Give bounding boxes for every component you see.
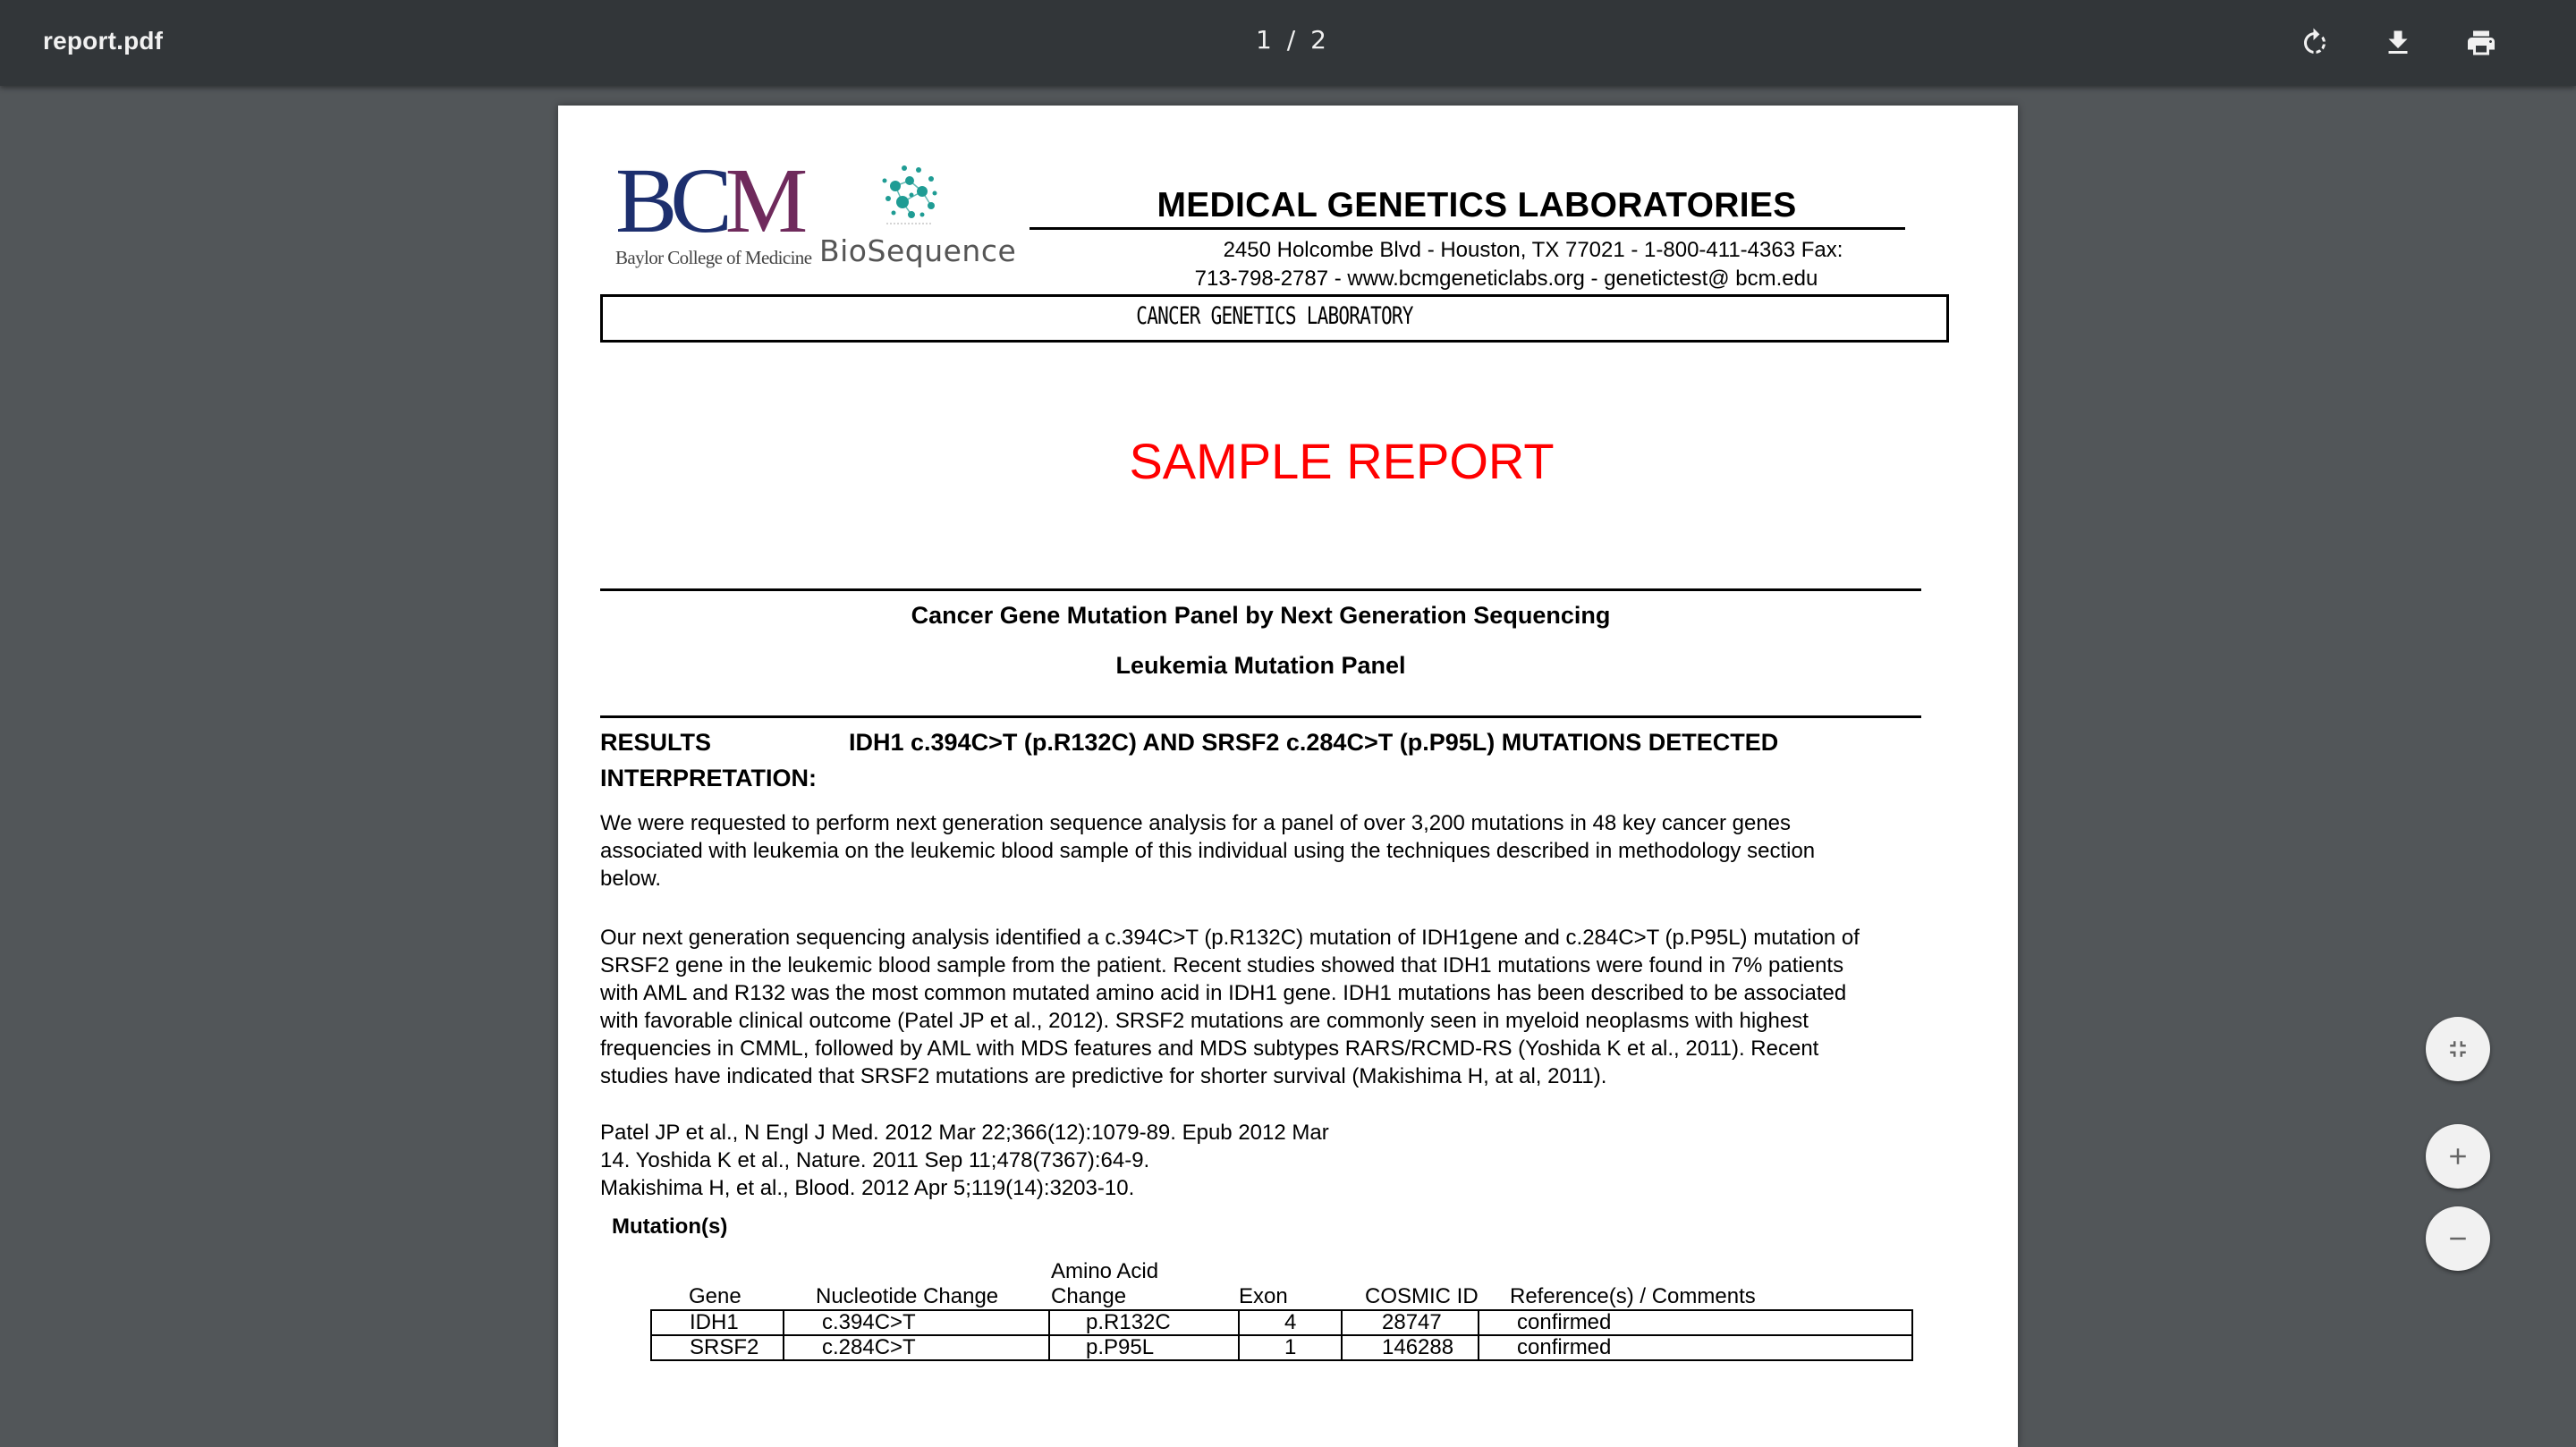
sample-report-heading: SAMPLE REPORT [1129, 433, 1555, 489]
reference-line: Patel JP et al., N Engl J Med. 2012 Mar 22;366(12):1079-89. Epub 2012 Mar [600, 1121, 1329, 1145]
mutation-table [650, 1259, 1913, 1361]
text-line: Our next generation sequencing analysis identified a c.394C>T (p.R132C) mutation of IDH1gene and c.284C>T (p.P95L) mutation of [600, 926, 1860, 950]
page-separator: / [1286, 25, 1296, 55]
text-line: with AML and R132 was the most common mutated amino acid in IDH1 gene. IDH1 mutations has been described to be associated [600, 981, 1847, 1005]
text-line: SRSF2 gene in the leukemic blood sample from the patient. Recent studies showed that IDH1 mutations were found in 7% patients [600, 953, 1844, 977]
zoom-in-button[interactable] [2426, 1124, 2490, 1189]
header-cosmic-id: COSMIC ID [1365, 1284, 1479, 1308]
text-line: below. [600, 867, 662, 891]
cell-cosmic-id: 28747 [1342, 1310, 1479, 1335]
section-divider-bottom [600, 715, 1921, 718]
cell-amino-acid-change: p.P95L [1049, 1335, 1239, 1360]
reference-line: Makishima H, et al., Blood. 2012 Apr 5;119(14):3203-10. [600, 1176, 1135, 1200]
table-row [651, 1335, 1912, 1360]
document-title: report.pdf [43, 27, 164, 55]
cell-comment: confirmed [1479, 1335, 1912, 1360]
bcm-logo-letters-bc: BC [615, 149, 725, 252]
panel-title: Cancer Gene Mutation Panel by Next Generation Sequencing [911, 602, 1611, 629]
header-references-comments: Reference(s) / Comments [1510, 1284, 1756, 1308]
address-line-1: 2450 Holcombe Blvd - Houston, TX 77021 - 1-800-411-4363 Fax: [1223, 238, 1843, 262]
header-amino-acid-change: Amino Acid Change [1051, 1259, 1159, 1308]
zoom-out-icon [2445, 1225, 2471, 1252]
lab-name: CANCER GENETICS LABORATORY [1136, 302, 1413, 330]
download-button[interactable] [2377, 21, 2419, 64]
header-gene: Gene [689, 1284, 741, 1308]
biosequence-name: BioSequence [819, 233, 1017, 268]
page-counter [1256, 25, 1326, 55]
fit-to-page-button[interactable] [2426, 1017, 2490, 1081]
cell-gene: SRSF2 [651, 1335, 784, 1360]
section-divider-top [600, 588, 1921, 591]
results-value: IDH1 c.394C>T (p.R132C) AND SRSF2 c.284C>T (p.P95L) MUTATIONS DETECTED [849, 729, 1779, 756]
header-exon: Exon [1239, 1284, 1288, 1308]
cell-exon: 4 [1239, 1310, 1342, 1335]
interpretation-paragraph-1 [600, 809, 1870, 893]
pdf-toolbar [0, 0, 2576, 86]
text-line: associated with leukemia on the leukemic blood sample of this individual using the techniques described in methodology section [600, 839, 1816, 863]
lab-address [1059, 236, 1953, 293]
cell-comment: confirmed [1479, 1310, 1912, 1335]
bcm-logo-subtitle: Baylor College of Medicine [615, 247, 812, 268]
interpretation-label: INTERPRETATION: [600, 765, 817, 791]
print-button[interactable] [2460, 21, 2503, 64]
address-line-2: 713-798-2787 - www.bcmgeneticlabs.org - genetictest@ bcm.edu [1194, 267, 1818, 291]
cell-nucleotide-change: c.284C>T [784, 1335, 1049, 1360]
table-header-row [651, 1259, 1912, 1310]
zoom-in-icon [2445, 1143, 2471, 1170]
current-page[interactable]: 1 [1256, 25, 1272, 55]
fit-to-page-icon [2445, 1036, 2471, 1062]
zoom-out-button[interactable] [2426, 1206, 2490, 1271]
text-line: frequencies in CMML, followed by AML with MDS features and MDS subtypes RARS/RCMD-RS (Yoshida K et al., 2011). Recent [600, 1037, 1819, 1061]
reference-line: 14. Yoshida K et al., Nature. 2011 Sep 11;478(7367):64-9. [600, 1148, 1150, 1172]
cell-exon: 1 [1239, 1335, 1342, 1360]
header-divider [1030, 227, 1905, 230]
download-icon [2382, 27, 2414, 59]
cell-amino-acid-change: p.R132C [1049, 1310, 1239, 1335]
mutations-label: Mutation(s) [612, 1214, 728, 1239]
text-line: with favorable clinical outcome (Patel JP et al., 2012). SRSF2 mutations are commonly seen in myeloid neoplasms with highest [600, 1009, 1809, 1033]
biosequence-logo [819, 159, 1017, 268]
table-row [651, 1310, 1912, 1335]
cell-nucleotide-change: c.394C>T [784, 1310, 1049, 1335]
panel-subtitle: Leukemia Mutation Panel [1115, 652, 1406, 679]
print-icon [2465, 27, 2497, 59]
molecule-icon [869, 159, 949, 227]
lab-title: MEDICAL GENETICS LABORATORIES [1157, 186, 1797, 224]
rotate-icon [2299, 27, 2331, 59]
text-line: studies have indicated that SRSF2 mutations are predictive for shorter survival (Makishima H, at al, 2011). [600, 1064, 1607, 1088]
cell-gene: IDH1 [651, 1310, 784, 1335]
rotate-button[interactable] [2293, 21, 2336, 64]
bcm-logo [615, 149, 812, 268]
total-pages: 2 [1310, 25, 1326, 55]
results-label: RESULTS [600, 729, 712, 756]
header-nucleotide-change: Nucleotide Change [816, 1284, 999, 1308]
text-line: We were requested to perform next generation sequence analysis for a panel of over 3,200 mutations in 48 key cancer genes [600, 811, 1792, 835]
bcm-logo-letter-m: M [724, 149, 801, 252]
lab-name-box [600, 294, 1949, 343]
pdf-page [558, 106, 2018, 1447]
references [600, 1119, 1870, 1202]
cell-cosmic-id: 146288 [1342, 1335, 1479, 1360]
interpretation-paragraph-2 [600, 924, 1870, 1090]
